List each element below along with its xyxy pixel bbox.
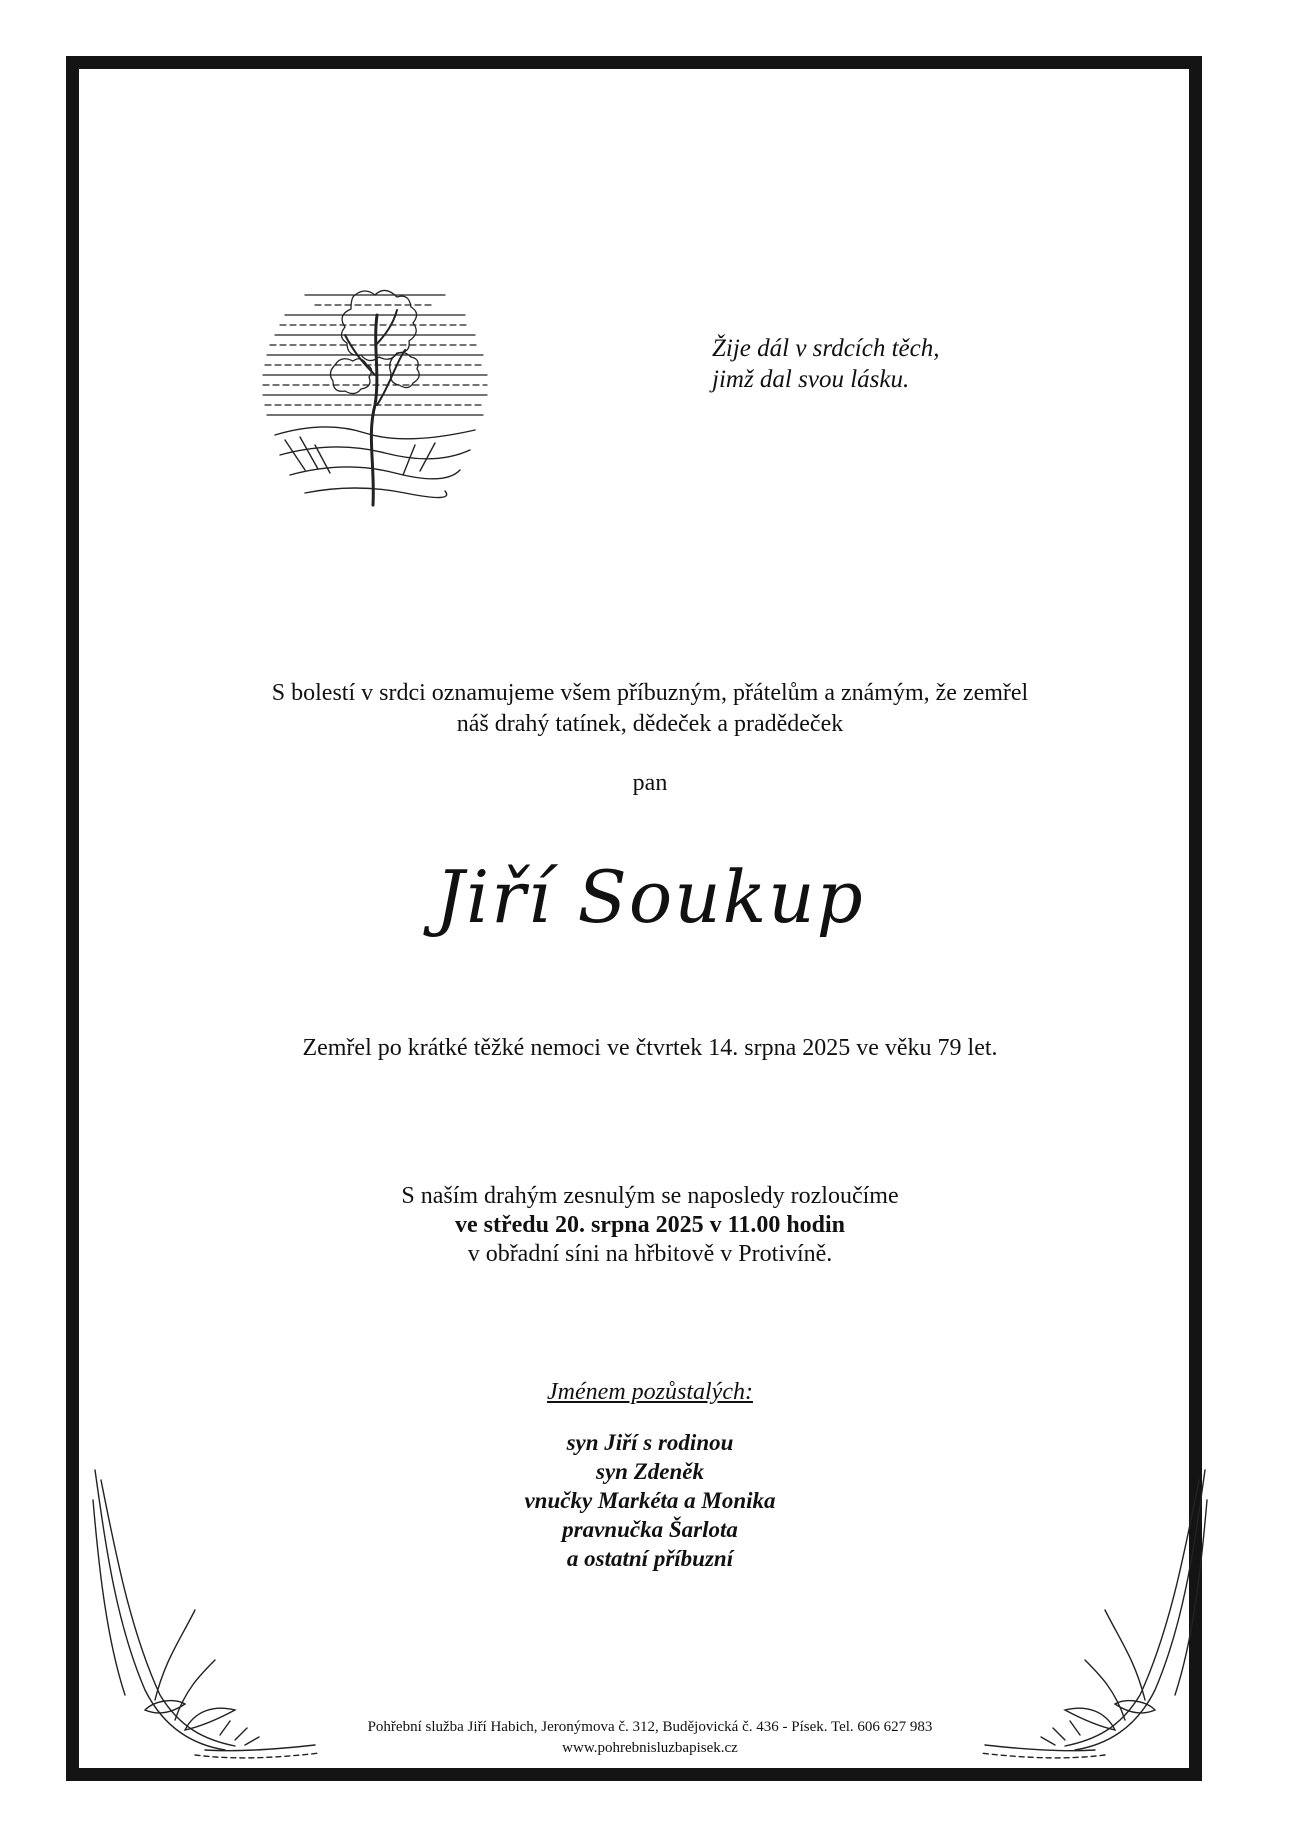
announcement-line: náš drahý tatínek, dědeček a pradědeček xyxy=(456,711,844,737)
title-word: pan xyxy=(632,770,668,796)
farewell-line: S naším drahým zesnulým se naposledy rozloučíme xyxy=(401,1183,899,1209)
funeral-service-info: Pohřební služba Jiří Habich, Jeronýmova č. 312, Budějovická č. 436 - Písek. Tel. 606 627 983 xyxy=(367,1719,933,1735)
family-member: vnučky Markéta a Monika xyxy=(524,1488,776,1513)
farewell-place: v obřadní síni na hřbitově v Protivíně. xyxy=(467,1241,833,1267)
family-member: pravnučka Šarlota xyxy=(562,1517,738,1542)
announcement-line: S bolestí v srdci oznamujeme všem příbuzným, přátelům a známým, že zemřel xyxy=(271,680,1029,706)
tree-illustration xyxy=(245,255,505,535)
motto-line: Žije dál v srdcích těch, xyxy=(712,335,940,362)
farewell-info xyxy=(0,1182,1300,1269)
footer xyxy=(0,1717,1300,1759)
family-member: syn Zdeněk xyxy=(596,1459,704,1484)
family-member: syn Jiří s rodinou xyxy=(566,1430,734,1455)
announcement-text xyxy=(0,678,1300,740)
on-behalf-label: Jménem pozůstalých: xyxy=(547,1379,753,1405)
farewell-date: ve středu 20. srpna 2025 v 11.00 hodin xyxy=(454,1212,846,1238)
motto xyxy=(712,333,940,395)
deceased-name: Jiří Soukup xyxy=(435,855,865,939)
website-link[interactable]: www.pohrebnisluzbapisek.cz xyxy=(562,1740,738,1756)
death-notice: Zemřel po krátké těžké nemoci ve čtvrtek 14. srpna 2025 ve věku 79 let. xyxy=(302,1035,998,1061)
family-member: a ostatní příbuzní xyxy=(566,1546,734,1571)
motto-line: jimž dal svou lásku. xyxy=(712,366,910,393)
